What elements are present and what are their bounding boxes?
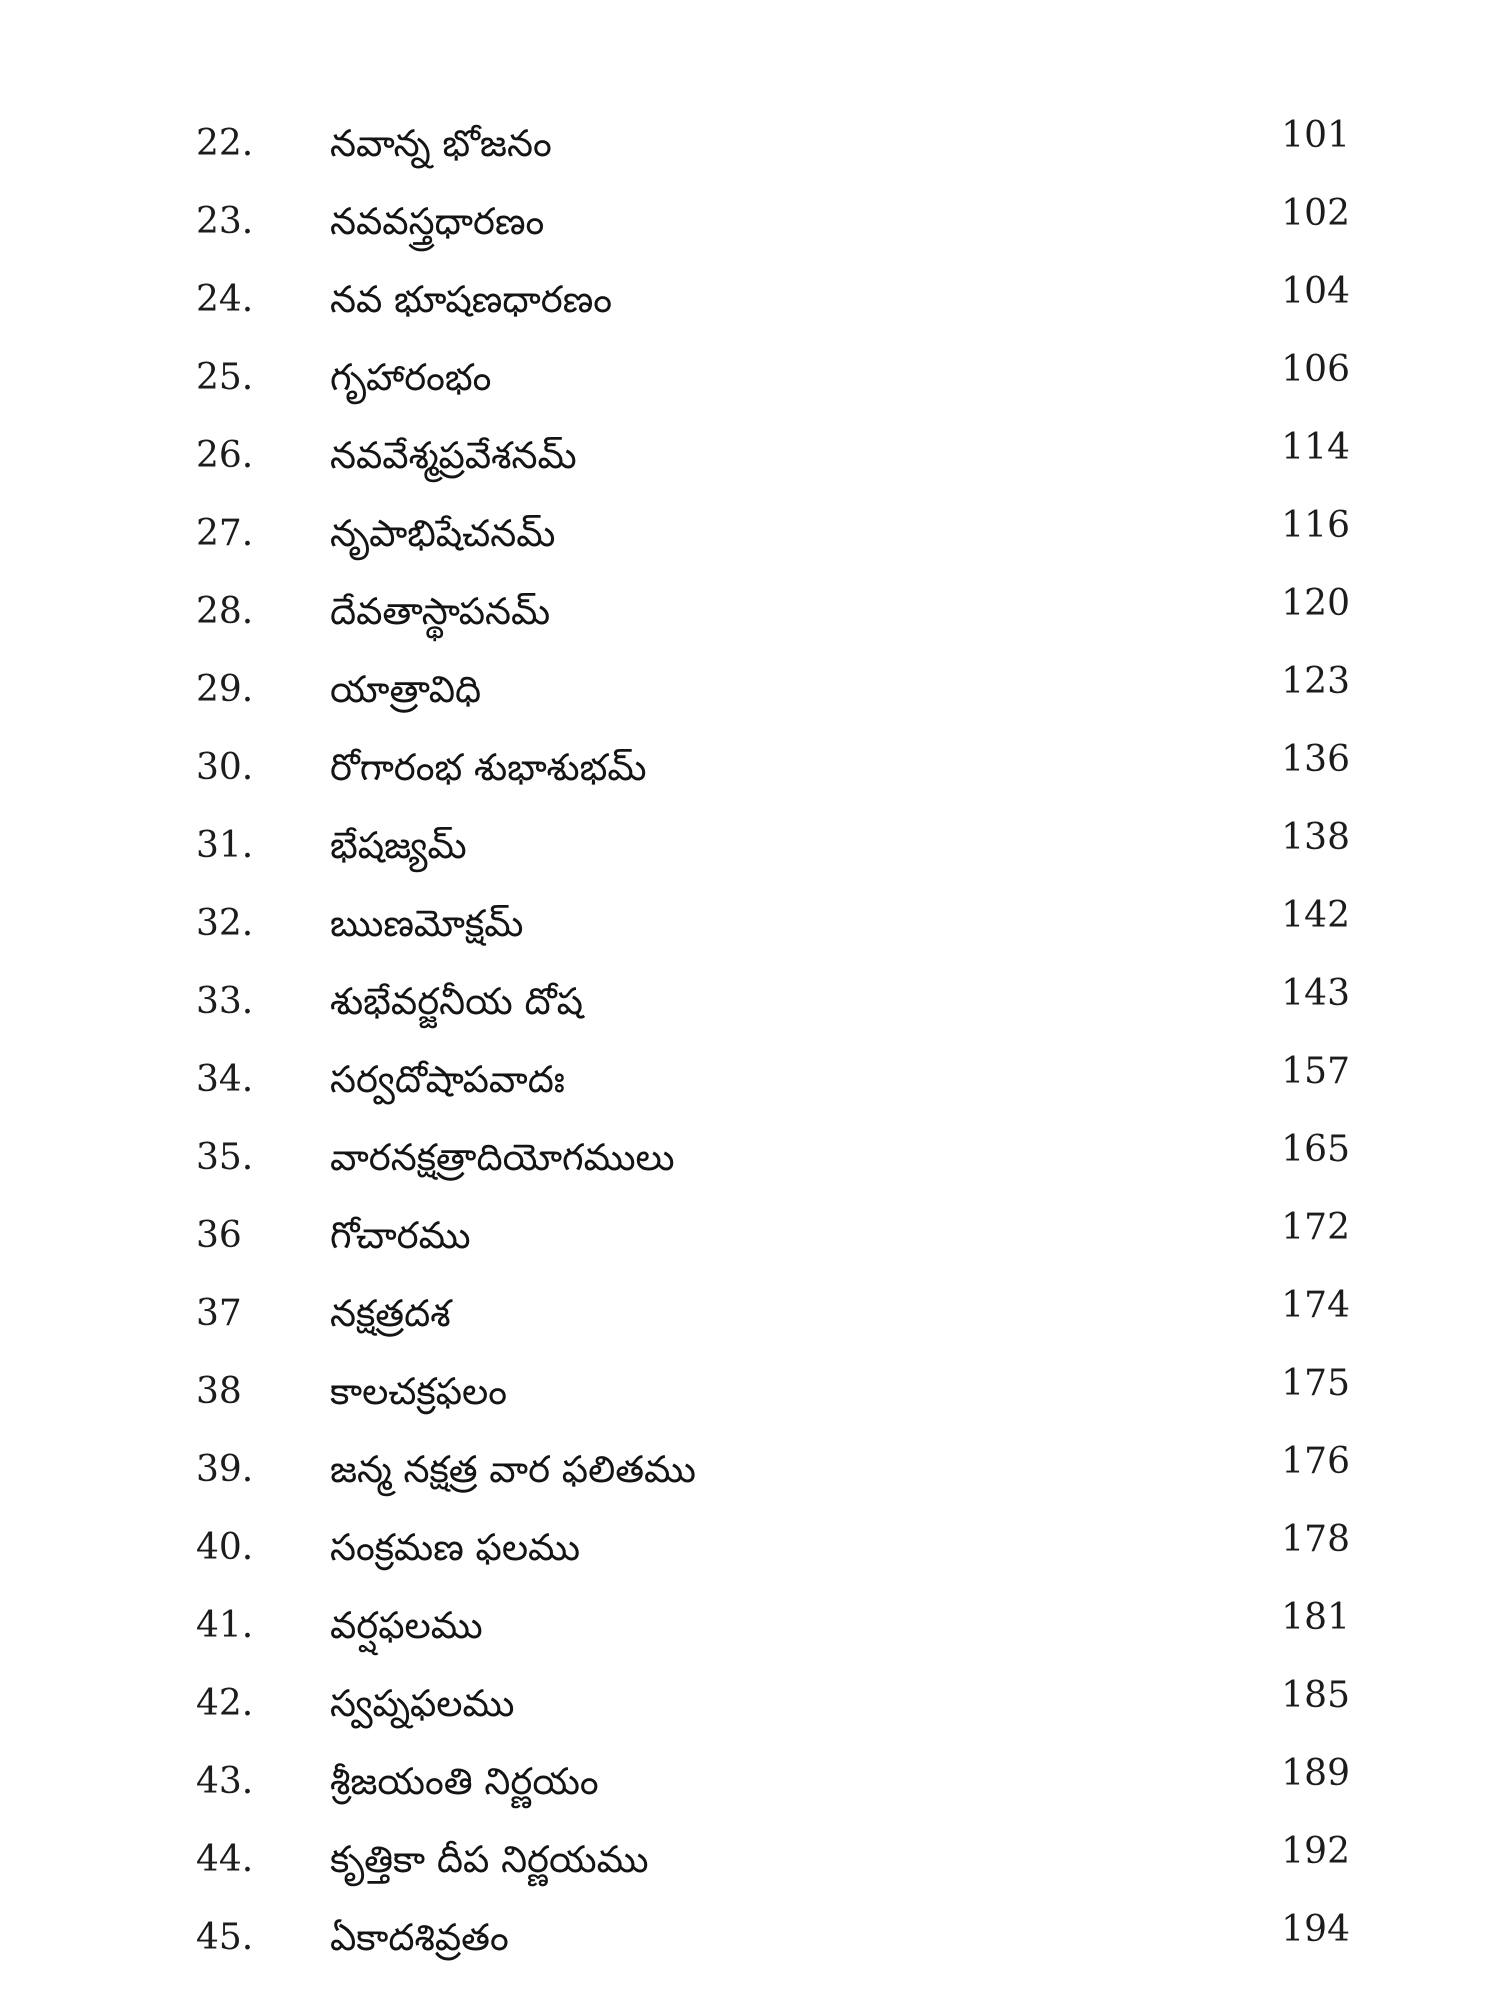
toc-entry <box>0 1276 1500 1354</box>
toc-entry-number: 41. <box>196 1605 254 1646</box>
toc-entry <box>0 262 1500 340</box>
toc-entry-page-number: 157 <box>1281 1051 1350 1092</box>
toc-entry-title: రోగారంభ శుభాశుభమ్ <box>330 746 647 789</box>
toc-entry-page-number: 106 <box>1281 349 1350 390</box>
toc-entry-title: కృత్తికా దీప నిర్ణయము <box>330 1838 649 1881</box>
toc-entry <box>0 1042 1500 1120</box>
toc-entry <box>0 1198 1500 1276</box>
toc-entry-page-number: 176 <box>1281 1441 1350 1482</box>
toc-entry <box>0 1588 1500 1666</box>
toc-entry-number: 32. <box>196 903 254 944</box>
toc-entry <box>0 574 1500 652</box>
toc-entry-title: నవ భూషణధారణం <box>330 278 613 321</box>
toc-entry-number: 31. <box>196 825 254 866</box>
toc-entry-page-number: 102 <box>1281 193 1350 234</box>
toc-entry <box>0 1822 1500 1900</box>
toc-entry-number: 34. <box>196 1059 254 1100</box>
toc-entry-page-number: 172 <box>1281 1207 1350 1248</box>
toc-entry <box>0 1432 1500 1510</box>
toc-entry-number: 24. <box>196 279 254 320</box>
toc-entry-number: 27. <box>196 513 254 554</box>
toc-entry-number: 38 <box>196 1371 242 1412</box>
toc-entry <box>0 1120 1500 1198</box>
toc-entry-page-number: 174 <box>1281 1285 1350 1326</box>
toc-entry-number: 23. <box>196 201 254 242</box>
toc-entry-number: 37 <box>196 1293 242 1334</box>
toc-entry-title: గోచారము <box>330 1214 471 1257</box>
toc-entry-page-number: 101 <box>1281 115 1350 156</box>
toc-entry-number: 45. <box>196 1917 254 1958</box>
toc-entry-page-number: 123 <box>1281 661 1350 702</box>
toc-entry-number: 43. <box>196 1761 254 1802</box>
toc-entry-title: భేషజ్యమ్ <box>330 824 467 867</box>
toc-entry-number: 29. <box>196 669 254 710</box>
toc-entry-page-number: 143 <box>1281 973 1350 1014</box>
toc-entry-page-number: 142 <box>1281 895 1350 936</box>
toc-entry <box>0 340 1500 418</box>
toc-entry-page-number: 185 <box>1281 1675 1350 1716</box>
toc-entry <box>0 652 1500 730</box>
toc-entry <box>0 1510 1500 1588</box>
toc-entry-page-number: 116 <box>1281 505 1350 546</box>
toc-entry-number: 33. <box>196 981 254 1022</box>
toc-entry-title: కాలచక్రఫలం <box>330 1370 508 1413</box>
toc-entry-number: 44. <box>196 1839 254 1880</box>
toc-entry-number: 36 <box>196 1215 242 1256</box>
toc-entry-title: సర్వదోషాపవాదః <box>330 1058 565 1101</box>
toc-entry-title: వర్షఫలము <box>330 1604 483 1647</box>
toc-entry-title: గృహారంభం <box>330 356 492 399</box>
toc-entry-title: దేవతాస్థాపనమ్ <box>330 590 551 633</box>
toc-entry-page-number: 114 <box>1281 427 1350 468</box>
toc-entry-title: శుభేవర్జనీయ దోష <box>330 980 584 1023</box>
toc-entry-title: ఏకాదశివ్రతం <box>330 1916 509 1959</box>
toc-entry <box>0 964 1500 1042</box>
toc-entry-title: శ్రీజయంతి నిర్ణయం <box>330 1760 599 1803</box>
toc-entry-number: 22. <box>196 123 254 164</box>
toc-entry-page-number: 120 <box>1281 583 1350 624</box>
toc-entry <box>0 1666 1500 1744</box>
toc-entry-number: 30. <box>196 747 254 788</box>
toc-entry <box>0 418 1500 496</box>
toc-entry-page-number: 165 <box>1281 1129 1350 1170</box>
toc-entry <box>0 1744 1500 1822</box>
toc-entry-page-number: 136 <box>1281 739 1350 780</box>
toc-entry <box>0 496 1500 574</box>
toc-entry-number: 26. <box>196 435 254 476</box>
toc-entry-title: యాత్రావిధి <box>330 668 482 711</box>
toc-entry-number: 35. <box>196 1137 254 1178</box>
toc-entry <box>0 808 1500 886</box>
toc-entry-page-number: 138 <box>1281 817 1350 858</box>
toc-entry-title: నక్షత్రదశ <box>330 1292 451 1335</box>
toc-entry-page-number: 194 <box>1281 1909 1350 1950</box>
toc-entry-page-number: 192 <box>1281 1831 1350 1872</box>
toc-entry-title: నవవస్త్రధారణం <box>330 200 545 243</box>
toc-entry-title: నృపాభిషేచనమ్ <box>330 512 556 555</box>
toc-entry-title: స్వప్నఫలము <box>330 1682 515 1725</box>
toc-entry-page-number: 175 <box>1281 1363 1350 1404</box>
toc-entry-title: జన్మ నక్షత్ర వార ఫలితము <box>330 1448 696 1491</box>
toc-entry-number: 25. <box>196 357 254 398</box>
toc-entry <box>0 730 1500 808</box>
toc-entry <box>0 106 1500 184</box>
toc-entry-page-number: 181 <box>1281 1597 1350 1638</box>
toc-entry <box>0 184 1500 262</box>
toc-entry <box>0 886 1500 964</box>
toc-entry-title: వారనక్షత్రాదియోగములు <box>330 1136 675 1179</box>
toc-entry-page-number: 178 <box>1281 1519 1350 1560</box>
toc-entry-title: నవాన్న భోజనం <box>330 122 552 165</box>
toc-entry-number: 39. <box>196 1449 254 1490</box>
toc-entry-number: 28. <box>196 591 254 632</box>
toc-entry <box>0 1900 1500 1978</box>
toc-entry-page-number: 189 <box>1281 1753 1350 1794</box>
toc-entry-title: సంక్రమణ ఫలము <box>330 1526 581 1569</box>
toc-entry-title: నవవేశ్మప్రవేశనమ్ <box>330 434 577 477</box>
toc-entry-page-number: 104 <box>1281 271 1350 312</box>
toc-entry-title: ఋణమోక్షమ్ <box>330 902 524 945</box>
toc-entry-number: 42. <box>196 1683 254 1724</box>
toc-entry-number: 40. <box>196 1527 254 1568</box>
toc-entry <box>0 1354 1500 1432</box>
table-of-contents <box>0 106 1500 1978</box>
